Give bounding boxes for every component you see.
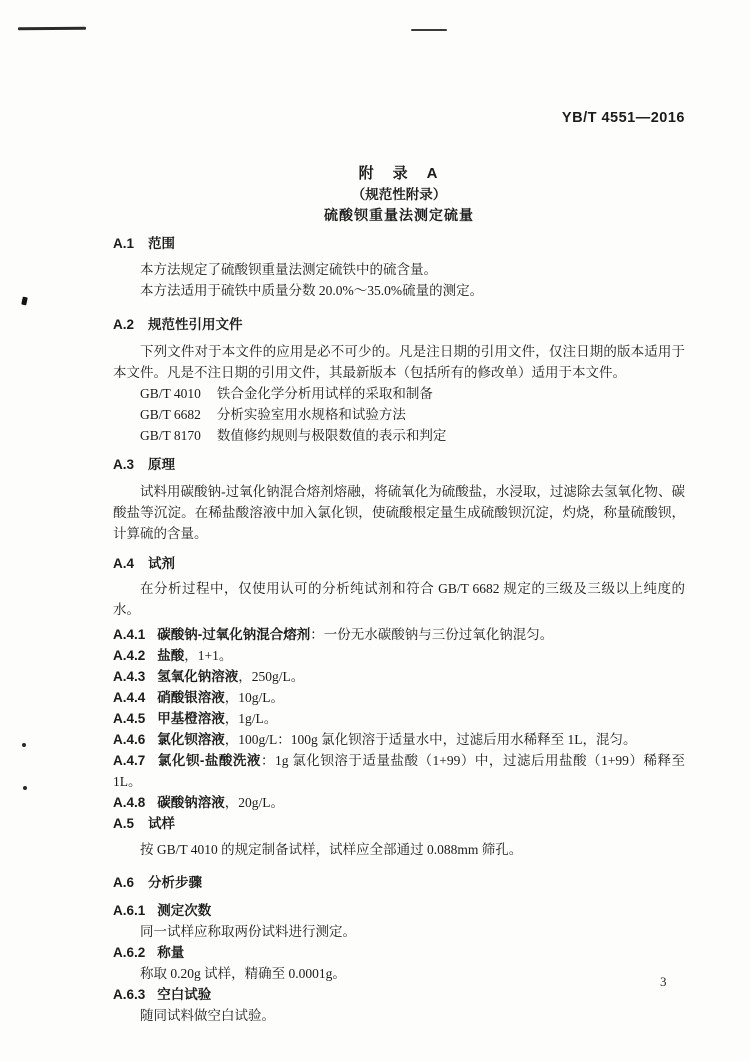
clause-number: A.4.1 [113,627,146,642]
reagent-item [113,645,685,666]
section-title: 试样 [148,816,176,831]
paragraph: 按 GB/T 4010 的规定制备试样，试样应全部通过 0.088mm 筛孔。 [140,842,523,857]
reagent-term: 硝酸银溶液 [157,690,225,705]
section-heading-a3 [113,454,685,475]
reagent-item [113,687,685,708]
doc-number: YB/T 4551—2016 [561,110,685,126]
section-number: A.5 [113,816,135,831]
reagent-term: 氯化钡-盐酸洗液 [157,753,261,768]
subsection-title: 测定次数 [157,903,212,918]
reagent-item [113,792,685,813]
clause-number: A.4.6 [113,732,146,747]
reagent-list [113,624,685,813]
paragraph: 在分析过程中，仅使用认可的分析纯试剂和符合 GB/T 6682 规定的三级及三级以上纯度的水。 [113,581,685,617]
normative-reference [113,404,685,425]
scan-artifact-dot [23,786,27,790]
reagent-detail: ，1g/L。 [224,711,278,726]
section-title: 试剂 [148,556,176,571]
reagent-detail: ，250g/L。 [238,669,305,684]
section-number: A.6 [113,875,135,890]
reagent-detail: ：一份无水碳酸钠与三份过氧化钠混匀。 [310,627,554,642]
section-number: A.4 [113,556,135,571]
clause-number: A.6.1 [113,903,146,918]
section-title: 范围 [148,236,176,251]
reagent-item [113,666,685,687]
reagent-term: 甲基橙溶液 [157,711,225,726]
clause-number: A.4.8 [113,795,146,810]
section-heading-a4 [113,553,685,574]
clause-number: A.4.3 [113,669,146,684]
appendix-title-block [113,163,685,226]
scan-artifact-dot [22,743,26,747]
reference-number: GB/T 8170 [140,428,201,443]
reagent-item [113,708,685,729]
paragraph: 本方法规定了硫酸钡重量法测定硫铁中的硫含量。 [140,262,437,277]
reagent-detail: ，1+1。 [184,648,233,663]
reagent-item [113,729,685,750]
reagent-term: 氯化钡溶液 [157,732,225,747]
section-title: 原理 [148,457,176,472]
subsection-title: 称量 [157,945,185,960]
subsection-heading-a63 [113,984,685,1005]
reference-number: GB/T 4010 [140,386,201,401]
subsection-title: 空白试验 [157,987,212,1002]
clause-number: A.4.7 [113,753,146,768]
reference-number: GB/T 6682 [140,407,201,422]
section-number: A.1 [113,236,135,251]
page-content [113,0,685,1026]
section-heading-a5 [113,813,685,834]
section-title: 分析步骤 [148,875,203,890]
paragraph: 试料用碳酸钠-过氧化钠混合熔剂熔融，将硫氧化为硫酸盐，水浸取，过滤除去氢氧化物、碳酸盐等沉淀。在稀盐酸溶液中加入氯化钡，使硫酸根定量生成硫酸钡沉淀，灼烧，称量硫酸钡，计算硫的含量。 [113,484,685,541]
normative-reference [113,425,685,446]
section-heading-a2 [113,314,685,335]
reagent-detail: ，20g/L。 [224,795,285,810]
appendix-subtitle: （规范性附录） [351,187,447,202]
reference-title: 分析实验室用水规格和试验方法 [216,407,406,422]
reagent-term: 碳酸钠-过氧化钠混合熔剂 [157,627,311,642]
reagent-term: 氢氧化钠溶液 [157,669,239,684]
page-number: 3 [660,974,667,989]
subsection-heading-a61 [113,900,685,921]
reagent-item [113,624,685,645]
reagent-detail: ，100g/L：100g 氯化钡溶于适量水中，过滤后用水稀释至 1L，混匀。 [224,732,637,747]
reagent-term: 盐酸 [157,648,185,663]
appendix-method-title: 硫酸钡重量法测定硫量 [324,207,474,223]
scan-artifact-dot [21,297,28,306]
clause-number: A.4.2 [113,648,146,663]
section-heading-a1 [113,233,685,254]
normative-reference [113,383,685,404]
clause-number: A.4.5 [113,711,146,726]
clause-number: A.6.2 [113,945,146,960]
paragraph: 称取 0.20g 试样，精确至 0.0001g。 [140,966,346,981]
paragraph: 同一试样应称取两份试料进行测定。 [140,924,356,939]
paragraph: 本方法适用于硫铁中质量分数 20.0%～35.0%硫量的测定。 [140,283,484,298]
section-number: A.2 [113,317,135,332]
scan-artifact-line-left [18,27,86,30]
appendix-title: 附 录 A [358,165,440,182]
reference-title: 数值修约规则与极限数值的表示和判定 [216,428,447,443]
section-number: A.3 [113,457,135,472]
paragraph: 随同试料做空白试验。 [140,1008,275,1023]
clause-number: A.4.4 [113,690,146,705]
reagent-term: 碳酸钠溶液 [157,795,225,810]
subsection-heading-a62 [113,942,685,963]
reagent-detail: ，10g/L。 [224,690,285,705]
clause-number: A.6.3 [113,987,146,1002]
reagent-detail: ：1g 氯化钡溶于适量盐酸（1+99）中，过滤后用盐酸（1+99）稀释至 1L。 [113,753,685,789]
reagent-item [113,750,685,792]
section-title: 规范性引用文件 [148,317,243,332]
reference-title: 铁合金化学分析用试样的采取和制备 [216,386,433,401]
paragraph: 下列文件对于本文件的应用是必不可少的。凡是注日期的引用文件，仅注日期的版本适用于本文件。凡是不注日期的引用文件，其最新版本（包括所有的修改单）适用于本文件。 [113,344,685,380]
section-heading-a6 [113,872,685,893]
